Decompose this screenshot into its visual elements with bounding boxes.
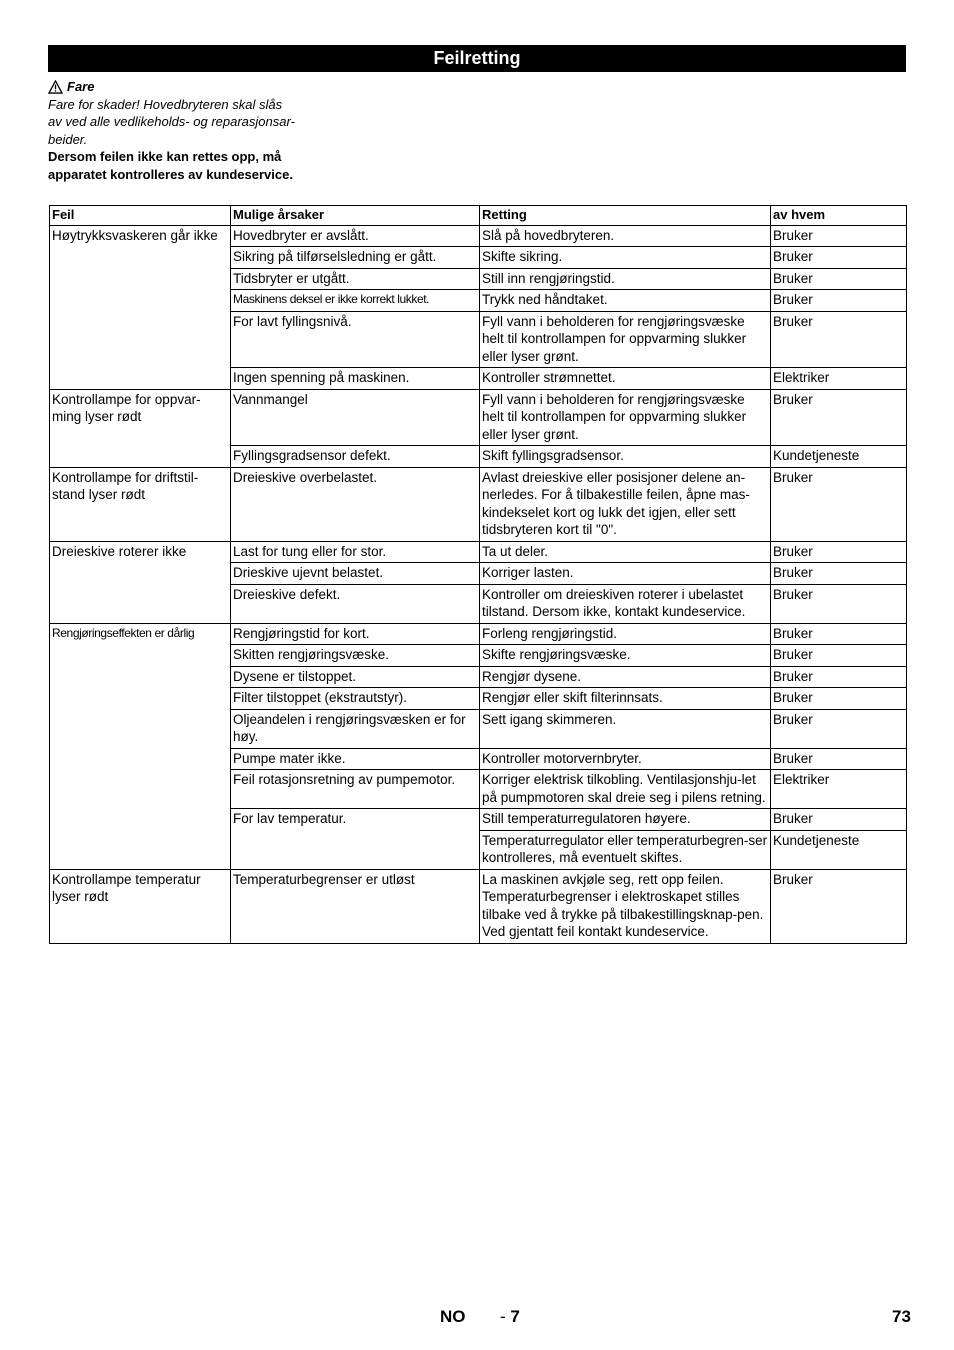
warning-heading (48, 78, 338, 96)
cause-cell: Hovedbryter er avslått. (231, 225, 480, 247)
cause-cell: Ingen spenning på maskinen. (231, 368, 480, 390)
fix-cell: Kontroller om dreieskiven roterer i ubelastet tilstand. Dersom ikke, kontakt kundeservice. (480, 584, 771, 623)
cause-cell: Fyllingsgradsensor defekt. (231, 446, 480, 468)
fault-cell: Dreieskive roterer ikke (50, 541, 231, 623)
who-cell: Elektriker (771, 770, 907, 809)
warning-triangle-icon (48, 80, 63, 94)
table-row (50, 467, 907, 541)
who-cell: Bruker (771, 268, 907, 290)
who-cell: Bruker (771, 541, 907, 563)
troubleshooting-table (49, 205, 907, 944)
who-cell: Bruker (771, 709, 907, 748)
warning-bold-line: Dersom feilen ikke kan rettes opp, må (48, 149, 282, 164)
fix-cell: La maskinen avkjøle seg, rett opp feilen. Temperaturbegrenser i elektroskapet stilles tilbake ved å trykke på tilbakestillingsknap-pen. Ved gjentatt feil kontakt kundeservice. (480, 869, 771, 943)
cause-cell: Tidsbryter er utgått. (231, 268, 480, 290)
warning-heading-text: Fare (67, 79, 95, 94)
cause-cell: Maskinens deksel er ikke korrekt lukket. (231, 290, 480, 312)
fix-cell: Korriger lasten. (480, 563, 771, 585)
column-header-who: av hvem (771, 206, 907, 226)
cause-cell: Pumpe mater ikke. (231, 748, 480, 770)
who-cell: Bruker (771, 467, 907, 541)
column-header-fault: Feil (50, 206, 231, 226)
fix-cell: Fyll vann i beholderen for rengjøringsvæske helt til kontrollampen for oppvarming slukker eller lyser grønt. (480, 389, 771, 446)
section-title: Feilretting (48, 45, 906, 72)
who-cell: Bruker (771, 290, 907, 312)
fix-cell: Still temperaturregulatoren høyere. (480, 809, 771, 831)
who-cell: Bruker (771, 688, 907, 710)
cause-cell: Dysene er tilstoppet. (231, 666, 480, 688)
table-row (50, 225, 907, 247)
who-cell: Bruker (771, 666, 907, 688)
cause-cell: Feil rotasjonsretning av pumpemotor. (231, 770, 480, 809)
cause-cell: Skitten rengjøringsvæske. (231, 645, 480, 667)
table-row (50, 541, 907, 563)
fix-cell: Ta ut deler. (480, 541, 771, 563)
cause-cell: Dreieskive overbelastet. (231, 467, 480, 541)
who-cell: Bruker (771, 311, 907, 368)
warning-text-line: beider. (48, 131, 88, 147)
fix-cell: Skift fyllingsgradsensor. (480, 446, 771, 468)
fix-cell: Skifte rengjøringsvæske. (480, 645, 771, 667)
warning-bold-line: apparatet kontrolleres av kundeservice. (48, 166, 293, 182)
table-row (50, 623, 907, 645)
who-cell: Bruker (771, 623, 907, 645)
column-header-cause: Mulige årsaker (231, 206, 480, 226)
cause-cell: Drieskive ujevnt belastet. (231, 563, 480, 585)
warning-text-line: Fare for skader! Hovedbryteren skal slås (48, 96, 283, 112)
fix-cell: Temperaturregulator eller temperaturbegren-ser kontrolleres, må eventuelt skiftes. (480, 830, 771, 869)
fault-cell: Kontrollampe temperatur lyser rødt (50, 869, 231, 943)
table-row (50, 389, 907, 446)
fix-cell: Fyll vann i beholderen for rengjøringsvæske helt til kontrollampen for oppvarming slukker eller lyser grønt. (480, 311, 771, 368)
warning-text-line: av ved alle vedlikeholds- og reparasjonsar- (48, 114, 295, 129)
column-header-fix: Retting (480, 206, 771, 226)
fix-cell: Rengjør eller skift filterinnsats. (480, 688, 771, 710)
fix-cell: Rengjør dysene. (480, 666, 771, 688)
cause-cell: For lavt fyllingsnivå. (231, 311, 480, 368)
footer-section-prefix: - (500, 1307, 506, 1326)
fault-cell: Rengjøringseffekten er dårlig (50, 623, 231, 869)
cause-cell: Sikring på tilførselsledning er gått. (231, 247, 480, 269)
cause-cell: For lav temperatur. (231, 809, 480, 870)
footer-section-page (500, 1307, 520, 1327)
cause-cell: Rengjøringstid for kort. (231, 623, 480, 645)
fix-cell: Trykk ned håndtaket. (480, 290, 771, 312)
fix-cell: Slå på hovedbryteren. (480, 225, 771, 247)
fix-cell: Forleng rengjøringstid. (480, 623, 771, 645)
cause-cell: Oljeandelen i rengjøringsvæsken er for høy. (231, 709, 480, 748)
fault-cell: Kontrollampe for oppvar-ming lyser rødt (50, 389, 231, 467)
warning-bold-text (48, 148, 338, 183)
who-cell: Bruker (771, 809, 907, 831)
who-cell: Elektriker (771, 368, 907, 390)
who-cell: Bruker (771, 389, 907, 446)
who-cell: Bruker (771, 563, 907, 585)
cause-cell: Filter tilstoppet (ekstrautstyr). (231, 688, 480, 710)
warning-block (48, 78, 338, 183)
footer-language: NO (440, 1307, 466, 1326)
who-cell: Bruker (771, 869, 907, 943)
cause-cell: Last for tung eller for stor. (231, 541, 480, 563)
fault-cell: Kontrollampe for driftstil-stand lyser rødt (50, 467, 231, 541)
footer-section-number: 7 (510, 1307, 520, 1326)
fix-cell: Sett igang skimmeren. (480, 709, 771, 748)
fault-cell: Høytrykksvaskeren går ikke (50, 225, 231, 389)
table-row (50, 869, 907, 943)
who-cell: Bruker (771, 247, 907, 269)
cause-cell: Dreieskive defekt. (231, 584, 480, 623)
fix-cell: Skifte sikring. (480, 247, 771, 269)
who-cell: Bruker (771, 748, 907, 770)
who-cell: Bruker (771, 584, 907, 623)
cause-cell: Vannmangel (231, 389, 480, 446)
cause-cell: Temperaturbegrenser er utløst (231, 869, 480, 943)
who-cell: Bruker (771, 225, 907, 247)
footer-page-number: 73 (892, 1307, 911, 1326)
fix-cell: Avlast dreieskive eller posisjoner delene an-nerledes. For å tilbakestille feilen, åpne mas-kindekselet kort og lukk det igjen, eller sett tidsbryteren kort til "0". (480, 467, 771, 541)
fix-cell: Korriger elektrisk tilkobling. Ventilasjonshju-let på pumpmotoren skal dreie seg i pilens retning. (480, 770, 771, 809)
who-cell: Kundetjeneste (771, 830, 907, 869)
warning-text (48, 96, 338, 149)
who-cell: Bruker (771, 645, 907, 667)
table-header-row (50, 206, 907, 226)
fix-cell: Still inn rengjøringstid. (480, 268, 771, 290)
fix-cell: Kontroller motorvernbryter. (480, 748, 771, 770)
who-cell: Kundetjeneste (771, 446, 907, 468)
fix-cell: Kontroller strømnettet. (480, 368, 771, 390)
